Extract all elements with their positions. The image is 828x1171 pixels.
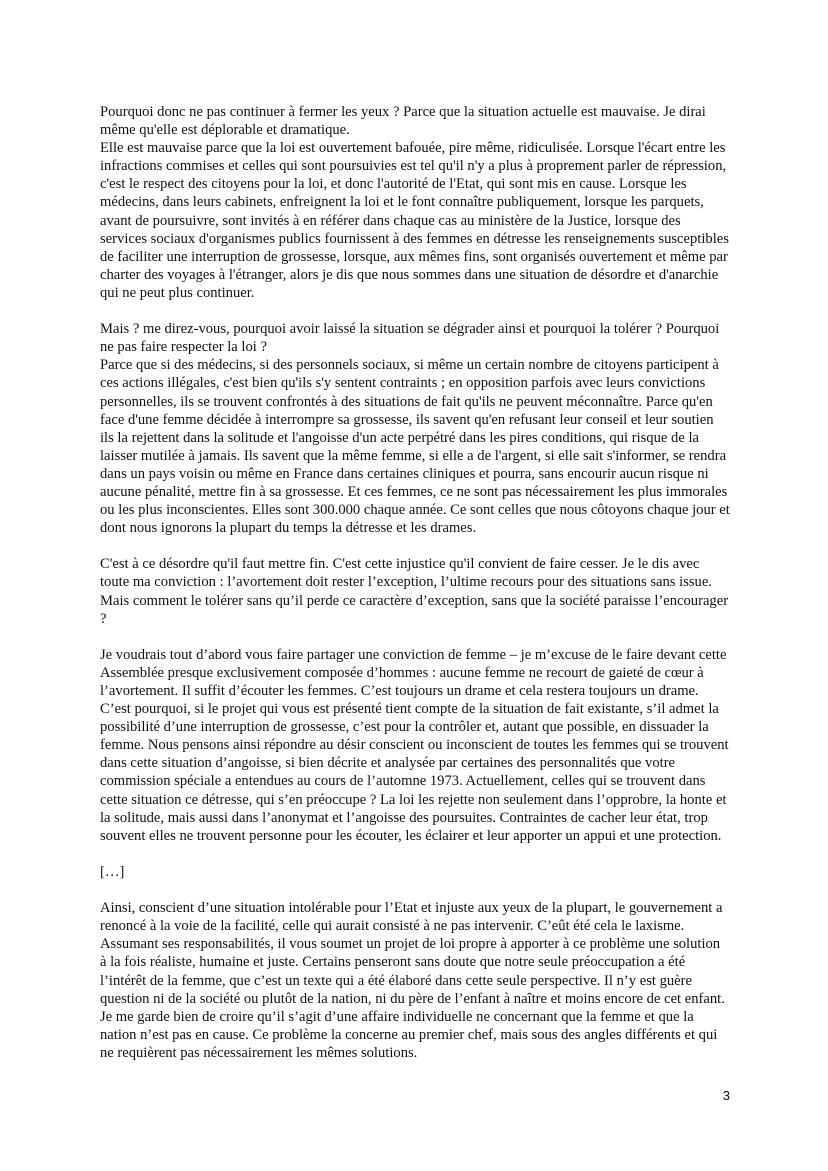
ellipsis-marker: […] [100,863,125,880]
page-number: 3 [722,1088,730,1103]
paragraph: Je voudrais tout d’abord vous faire partager une conviction de femme – je m’excuse de le faire devant cette Assemblée presque exclusivement composée d’hommes : aucune femme ne recourt de gaieté de cœur à l’avortement. Il suffit d’écouter les femmes. C’est toujours un drame et cela restera toujours un drame. C’est pourquoi, si le projet qui vous est présenté tient compte de la situation de fait existante, s’il admet la possibilité d’une interruption de grossesse, c’est pour la contrôler et, autant que possible, en dissuader la femme. Nous pensons ainsi répondre au désir conscient ou inconscient de toutes les femmes qui se trouvent dans cette situation d’angoisse, si bien décrite et analysée par certaines des personnalités que votre commission spéciale a entendues au cours de l’automne 1973. Actuellement, celles qui se trouvent dans cette situation ce détresse, qui s’en préoccupe ? La loi les rejette non seulement dans l’opprobre, la honte et la solitude, mais aussi dans l’anonymat et l’angoisse des poursuites. Contraintes de cacher leur état, trop souvent elles ne trouvent personne pour les écouter, les éclairer et leur apporter un appui et une protection. [100,646,729,844]
paragraph: Pourquoi donc ne pas continuer à fermer les yeux ? Parce que la situation actuelle est mauvaise. Je dirai même qu'elle est déplorable et dramatique. Elle est mauvaise parce que la loi est ouvertement bafouée, pire même, ridiculisée. Lorsque l'écart entre les infractions commises et celles qui sont poursuivies est tel qu'il n'y a plus à proprement parler de répression, c'est le respect des citoyens pour la loi, et donc l'autorité de l'Etat, qui sont mis en cause. Lorsque les médecins, dans leurs cabinets, enfreignent la loi et le font connaître publiquement, lorsque les parquets, avant de poursuivre, sont invités à en référer dans chaque cas au ministère de la Justice, lorsque des services sociaux d'organismes publics fournissent à des femmes en détresse les renseignements susceptibles de faciliter une interruption de grossesse, lorsque, aux mêmes fins, sont organisés ouvertement et même par charter des voyages à l'étranger, alors je dis que nous sommes dans une situation de désordre et d'anarchie qui ne peut plus continuer. [100,104,729,301]
paragraph: Ainsi, conscient d’une situation intolérable pour l’Etat et injuste aux yeux de la plupart, le gouvernement a renoncé à la voie de la facilité, celle qui aurait consisté à ne pas intervenir. C’eût été cela le laxisme. Assumant ses responsabilités, il vous soumet un projet de loi propre à apporter à ce problème une solution à la fois réaliste, humaine et juste. Certains penseront sans doute que notre seule préoccupation a été l’intérêt de la femme, que c’est un texte qui a été élaboré dans cette seule perspective. Il n’y est guère question ni de la société ou plutôt de la nation, ni du père de l’enfant à naître et moins encore de cet enfant. Je me garde bien de croire qu’il s’agit d’une affaire individuelle ne concernant que la femme et que la nation n’est pas en cause. Ce problème la concerne au premier chef, mais sous des angles différents et qui ne requièrent pas nécessairement les mêmes solutions. [100,900,725,1061]
paragraph: Mais ? me direz-vous, pourquoi avoir laissé la situation se dégrader ainsi et pourquoi la tolérer ? Pourquoi ne pas faire respecter la loi ? Parce que si des médecins, si des personnels sociaux, si même un certain nombre de citoyens participent à ces actions illégales, c'est bien qu'ils s'y sentent contraints ; en opposition parfois avec leurs convictions personnelles, ils se trouvent confrontés à des situations de fait qu'ils ne peuvent méconnaître. Parce qu'en face d'une femme décidée à interrompre sa grossesse, ils savent qu'en refusant leur conseil et leur soutien ils la rejettent dans la solitude et l'angoisse d'un acte perpétré dans les pires conditions, qui risque de la laisser mutilée à jamais. Ils savent que la même femme, si elle a de l'argent, si elle sait s'informer, se rendra dans un pays voisin ou même en France dans certaines cliniques et pourra, sans encourir aucun risque ni aucune pénalité, mettre fin à sa grossesse. Et ces femmes, ce ne sont pas nécessairement les plus immorales ou les plus inconscientes. Elles sont 300.000 chaque année. Ce sont celles que nous côtoyons chaque jour et dont nous ignorons la plupart du temps la détresse et les drames. [100,321,730,537]
paragraph: C'est à ce désordre qu'il faut mettre fin. C'est cette injustice qu'il convient de faire cesser. Je le dis avec toute ma conviction : l’avortement doit rester l’exception, l’ultime recours pour des situations sans issue. Mais comment le tolérer sans qu’il perde ce caractère d’exception, sans que la société paraisse l’encourager ? [100,556,729,627]
document-body [100,103,730,1080]
